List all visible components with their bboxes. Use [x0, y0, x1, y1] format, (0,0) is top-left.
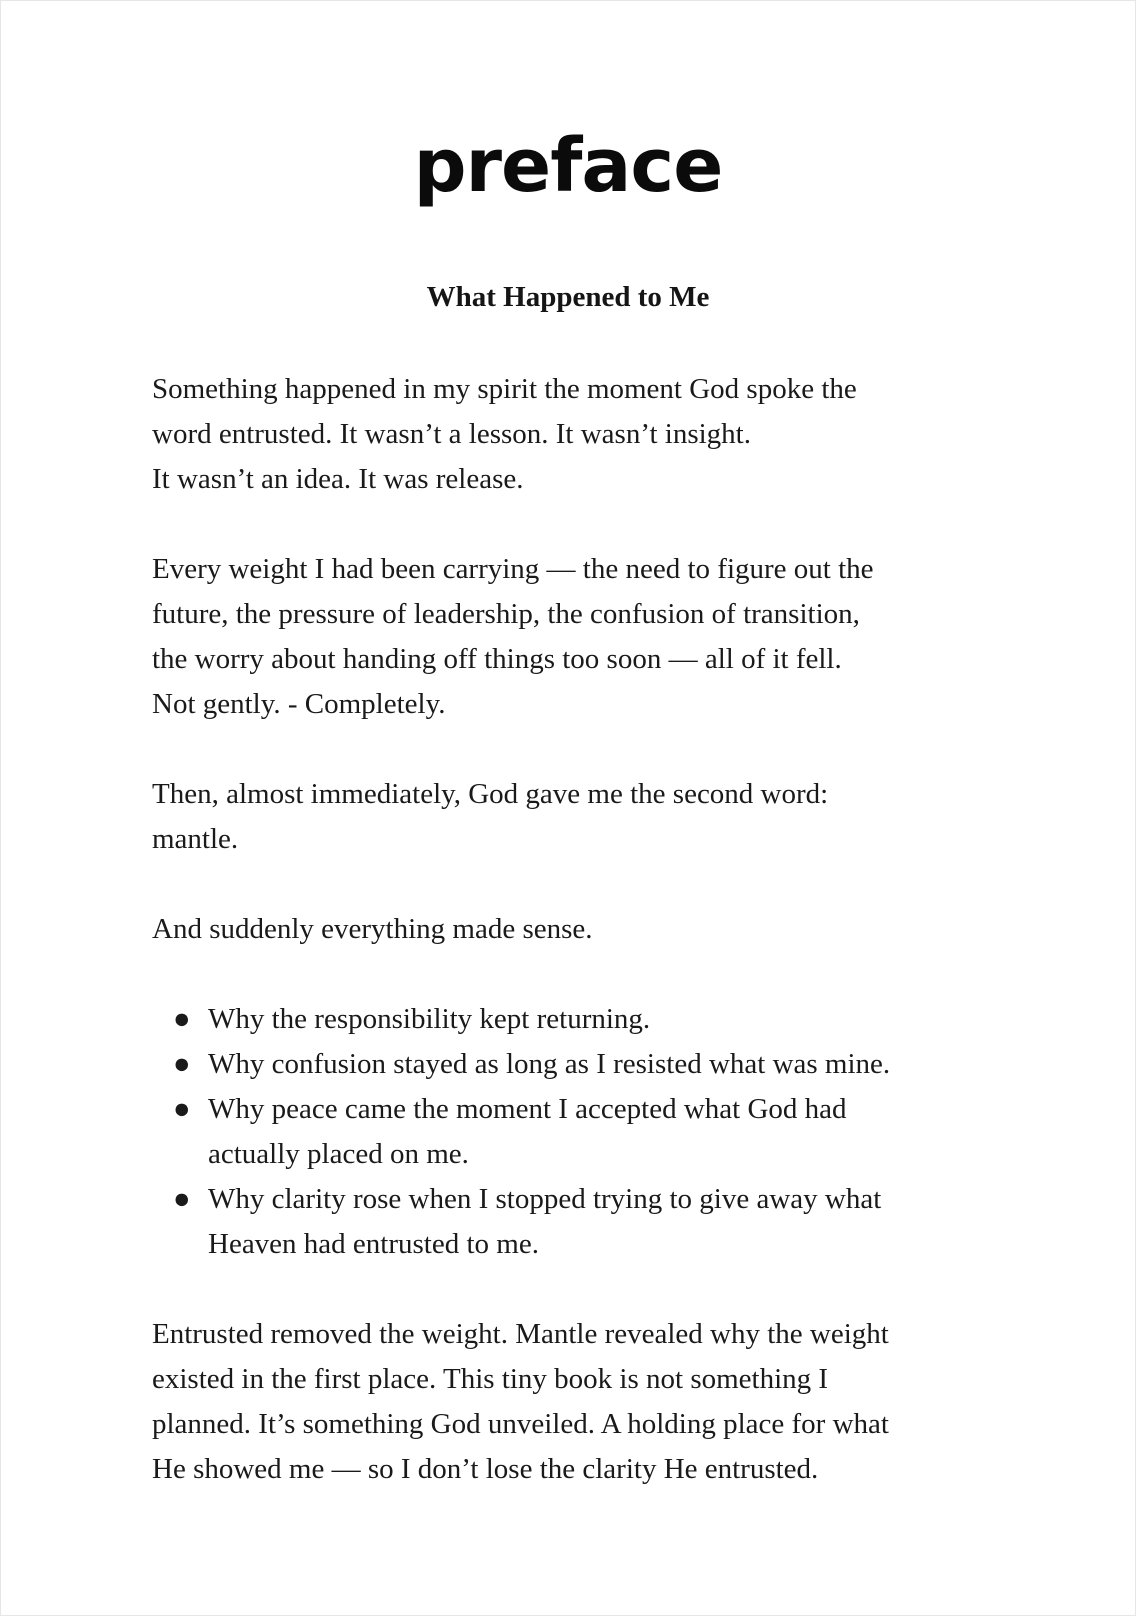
list-item: [152, 997, 1002, 1042]
list-item: [152, 1087, 1002, 1177]
text-line: Entrusted removed the weight. Mantle revealed why the weight: [152, 1318, 889, 1350]
paragraph-closing: [152, 1312, 1002, 1492]
text-line: the worry about handing off things too soon — all of it fell.: [152, 643, 842, 675]
text-line: actually placed on me.: [208, 1138, 469, 1170]
text-line: Why the responsibility kept returning.: [208, 1003, 651, 1035]
paragraph-mantle: [152, 772, 1002, 862]
text-line: word entrusted. It wasn’t a lesson. It wasn’t insight.: [152, 418, 751, 450]
text-line: Why clarity rose when I stopped trying to give away what: [208, 1183, 882, 1215]
text-line: planned. It’s something God unveiled. A holding place for what: [152, 1408, 889, 1440]
text-line: mantle.: [152, 823, 239, 855]
text-line: Heaven had entrusted to me.: [208, 1228, 539, 1260]
bullet-icon: ●: [173, 1003, 191, 1035]
document-body: [152, 367, 1002, 1537]
page-subtitle: What Happened to Me: [426, 281, 710, 313]
list-item: [152, 1177, 1002, 1267]
text-line: Every weight I had been carrying — the need to figure out the: [152, 553, 874, 585]
text-line: Something happened in my spirit the moment God spoke the: [152, 373, 857, 405]
list-item: [152, 1042, 1002, 1087]
bullet-icon: ●: [173, 1093, 191, 1125]
paragraph-weight: [152, 547, 1002, 727]
paragraph-release: [152, 367, 1002, 502]
text-line: future, the pressure of leadership, the confusion of transition,: [152, 598, 860, 630]
text-line: Not gently. - Completely.: [152, 688, 446, 720]
text-line: He showed me — so I don’t lose the clarity He entrusted.: [152, 1453, 819, 1485]
text-line: And suddenly everything made sense.: [152, 913, 593, 945]
text-line: existed in the first place. This tiny book is not something I: [152, 1363, 829, 1395]
bullet-icon: ●: [173, 1183, 191, 1215]
text-line: It wasn’t an idea. It was release.: [152, 463, 524, 495]
bullet-list: [152, 997, 1002, 1267]
page-title: preface: [413, 123, 723, 209]
text-line: Then, almost immediately, God gave me the second word:: [152, 778, 829, 810]
paragraph-sense: [152, 907, 1002, 952]
bullet-icon: ●: [173, 1048, 191, 1080]
text-line: Why peace came the moment I accepted what God had: [208, 1093, 847, 1125]
text-line: Why confusion stayed as long as I resisted what was mine.: [208, 1048, 891, 1080]
